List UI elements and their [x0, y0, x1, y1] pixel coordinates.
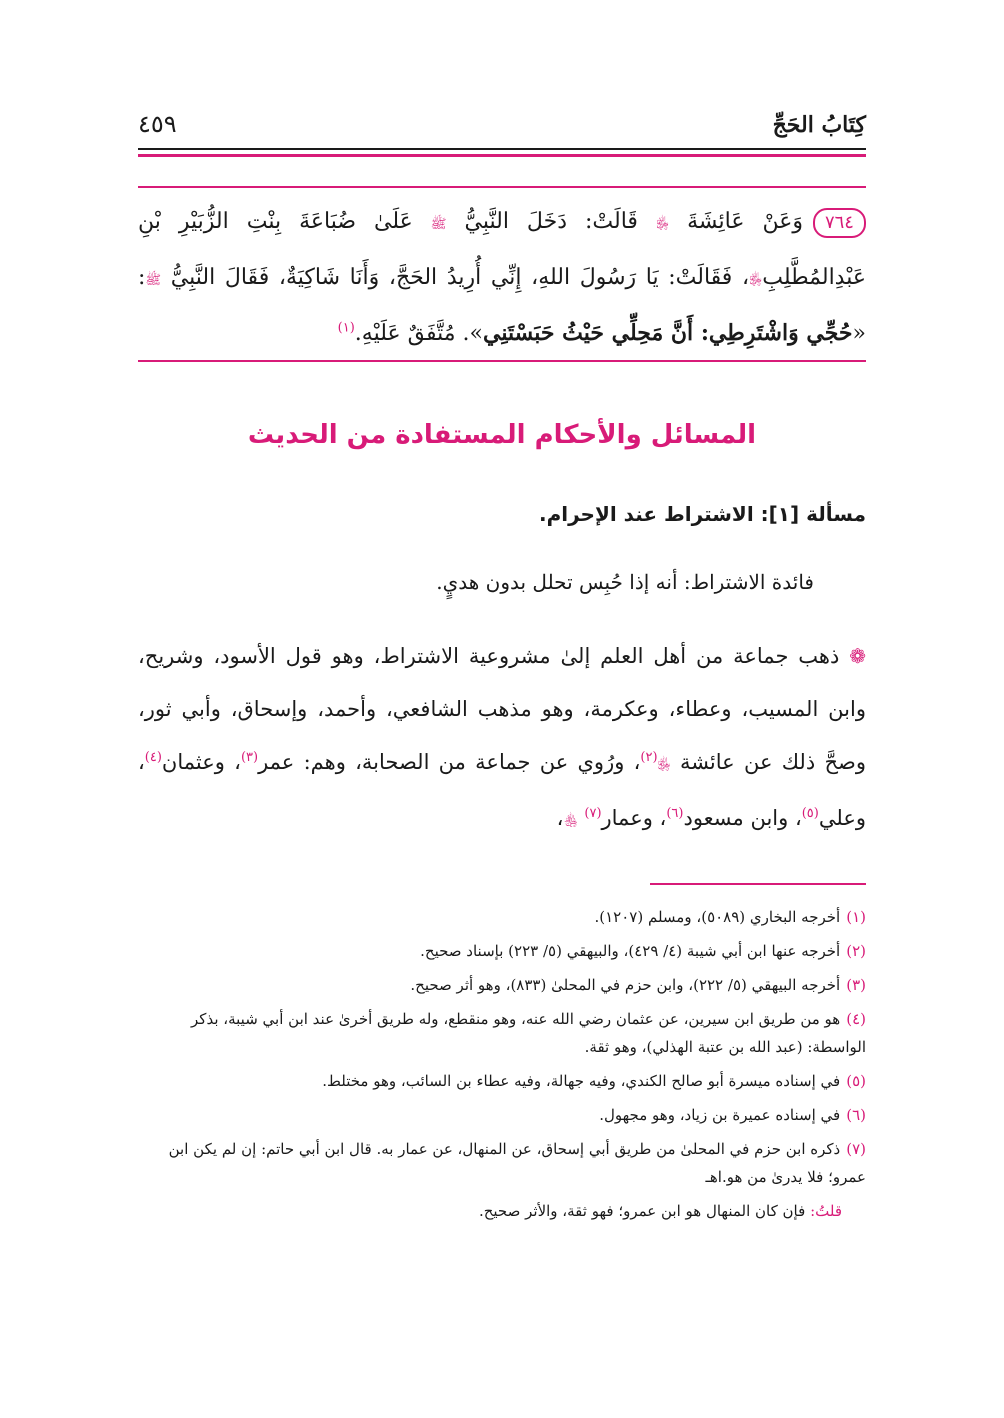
footnote-number: (٦): [846, 1106, 866, 1124]
footnote-text: أخرجه عنها ابن أبي شيبة (٤/ ٤٢٩)، والبيهقي (٥/ ٢٢٣) بإسناد صحيح.: [420, 942, 841, 960]
paragraph-segment: ، وابن مسعود: [683, 806, 802, 830]
honorific-glyph: ﵂: [657, 758, 671, 773]
issue-heading: [138, 502, 866, 526]
hadith-segment: : «: [138, 265, 866, 346]
page-number: ٤٥٩: [138, 110, 177, 138]
footnote-text: هو من طريق ابن سيرين، عن عثمان رضي الله عنه، وهو منقطع، وله طريق أخرىٰ عند ابن أبي شيبة، بذكر الواسطة: (عبد الله بن عتبة الهذلي)، وهو ثقة.: [191, 1010, 866, 1056]
hadith-segment: قَالَتْ: دَخَلَ النَّبِيُّ: [464, 209, 638, 234]
footnote-ref[interactable]: (١): [337, 320, 355, 336]
footnote-text: ذكره ابن حزم في المحلىٰ من طريق أبي إسحاق، عن المنهال، عن عمار به. قال ابن أبي حاتم: إن لم يكن ابن عمرو؛ فلا يدرىٰ من هو.اهـ: [168, 1140, 866, 1186]
hadith-segment: ». مُتَّفَقٌ عَلَيْهِ.: [354, 321, 483, 346]
footnote-text: أخرجه البخاري (٥٠٨٩)، ومسلم (١٢٠٧).: [594, 908, 841, 926]
footnote-note: [138, 1197, 866, 1225]
hadith-number-badge: ٧٦٤: [813, 208, 866, 238]
footnote-number: (٢): [846, 942, 866, 960]
footnote-number: (٧): [846, 1140, 866, 1158]
paragraph-segment: ،: [556, 806, 564, 830]
footnote-separator: [650, 883, 866, 885]
footnote-ref[interactable]: (٧): [584, 806, 602, 821]
honorific-glyph: ﵂: [655, 217, 670, 232]
paragraph-segment: ، وعثمان: [161, 750, 241, 774]
footnote-number: (٤): [846, 1010, 866, 1028]
honorific-glyph: ﵃: [563, 814, 578, 829]
page-header: [138, 108, 866, 158]
book-title: كِتَابُ الحَجِّ: [772, 112, 866, 138]
hadith-segment: عَلَىٰ ضُبَاعَةَ بِنْتِ الزُّبَيْرِ بْنِ عَبْدِالمُطَّلِبِ: [138, 209, 866, 290]
footnote-item: [138, 971, 866, 999]
footnote-item: [138, 903, 866, 931]
footnote-ref[interactable]: (٢): [640, 750, 658, 765]
paragraph-segment: ، وعلي: [138, 750, 866, 830]
footnote-ref[interactable]: (٤): [144, 750, 162, 765]
honorific-glyph: ﵂: [749, 273, 763, 288]
header-rule-dark: [138, 148, 866, 150]
paragraph-segment: ، وعمار: [601, 806, 667, 830]
hadith-top-rule: [138, 186, 866, 188]
issue-label: مسألة [١]:: [760, 502, 866, 526]
honorific-glyph: ﷺ: [430, 217, 447, 232]
hadith-text: [138, 195, 866, 360]
header-rule-pink: [138, 154, 866, 157]
paragraph-segment: ذهب جماعة من أهل العلم إلىٰ مشروعية الاشتراط، وهو قول الأسود، وشريح، وابن المسيب، وعطاء، وعكرمة، وهو مذهب الشافعي، وأحمد، وإسحاق، وأبي ثور، وصحَّ ذلك عن عائشة: [138, 644, 866, 774]
footnote-text: أخرجه البيهقي (٥/ ٢٢٢)، وابن حزم في المحلىٰ (٨٣٣)، وهو أثر صحيح.: [410, 976, 841, 994]
hadith-bottom-rule: [138, 360, 866, 362]
section-title: المسائل والأحكام المستفادة من الحديث: [247, 420, 757, 450]
paragraph-segment: ، ورُوي عن جماعة من الصحابة، وهم: عمر: [258, 750, 641, 774]
footnote-text: في إسناده ميسرة أبو صالح الكندي، وفيه جهالة، وفيه عطاء بن السائب، وهو مختلط.: [322, 1072, 841, 1090]
main-paragraph: [138, 630, 866, 848]
footnote-number: (١): [846, 908, 866, 926]
footnote-ref[interactable]: (٦): [666, 806, 684, 821]
hadith-segment: وَعَنْ عَائِشَةَ: [687, 209, 803, 234]
footnote-item: [138, 937, 866, 965]
benefit-text: فائدة الاشتراط: أنه إذا حُبِس تحلل بدون هديٍ.: [436, 570, 814, 594]
note-label: قلتُ:: [810, 1202, 842, 1220]
footnote-number: (٥): [846, 1072, 866, 1090]
honorific-glyph: ﷺ: [145, 273, 162, 288]
hadith-segment: ، فَقَالَتْ: يَا رَسُولَ اللهِ، إِنِّي أُرِيدُ الحَجَّ، وَأَنَا شَاكِيَةٌ، فَقَالَ النَّبِيُّ: [170, 265, 750, 290]
footnote-item: [138, 1067, 866, 1095]
issue-title: الاشتراط عند الإحرام.: [539, 502, 754, 526]
footnote-item: [138, 1005, 866, 1061]
footnote-item: [138, 1135, 866, 1191]
footnote-number: (٣): [846, 976, 866, 994]
footnotes: [138, 903, 866, 1231]
hadith-quote: حُجِّي وَاشْتَرِطِي: أَنَّ مَحِلِّي حَيْثُ حَبَسْتَنِي: [482, 320, 853, 346]
note-text: فإن كان المنهال هو ابن عمرو؛ فهو ثقة، والأثر صحيح.: [478, 1202, 806, 1220]
footnote-ref[interactable]: (٥): [801, 806, 819, 821]
flower-icon: ❁: [849, 644, 866, 668]
footnote-text: في إسناده عميرة بن زياد، وهو مجهول.: [599, 1106, 841, 1124]
footnote-item: [138, 1101, 866, 1129]
footnote-ref[interactable]: (٣): [240, 750, 259, 765]
